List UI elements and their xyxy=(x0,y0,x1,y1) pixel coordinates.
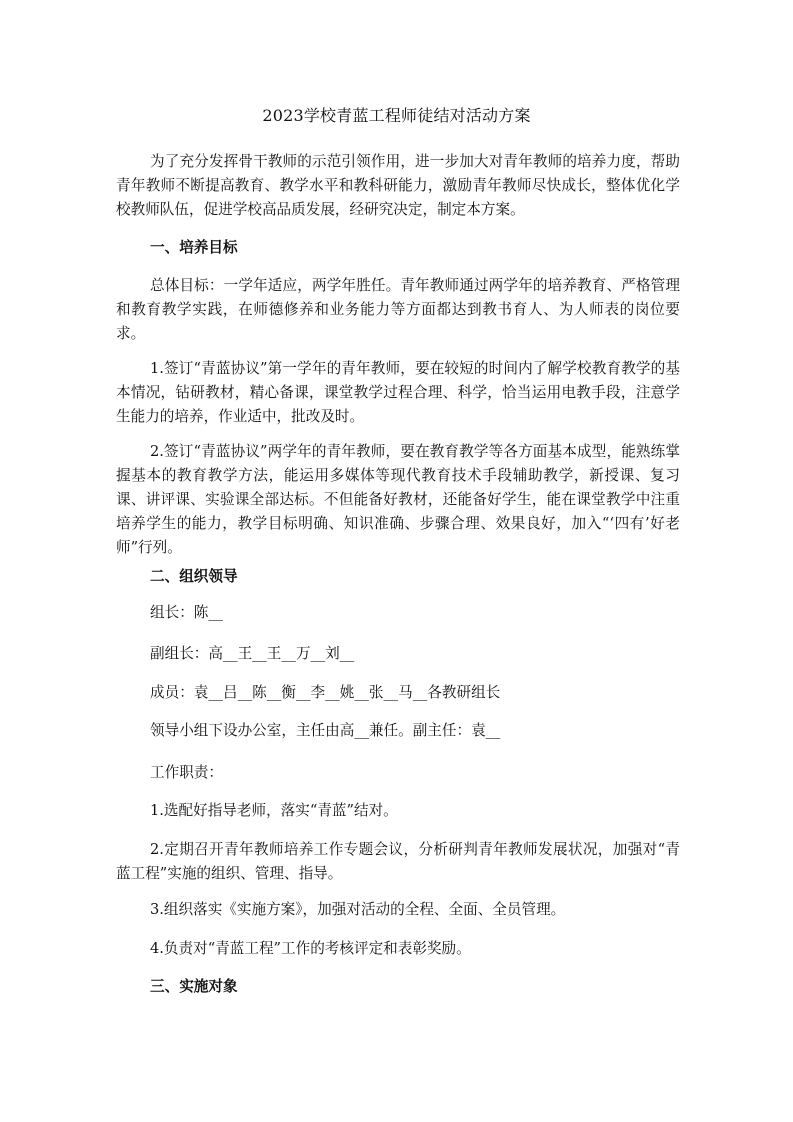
duties-label: 工作职责： xyxy=(150,764,223,781)
duty-item-2: 2.定期召开青年教师培养工作专题会议，分析研判青年教师发展状况，加强对“青蓝工程”实施的组织、管理、指导。 xyxy=(116,841,680,882)
duty-item-3: 3.组织落实《实施方案》，加强对活动的全程、全面、全员管理。 xyxy=(150,901,566,918)
overall-goal-paragraph: 总体目标：一学年适应，两学年胜任。青年教师通过两学年的培养教育、严格管理和教育教学实践，在师德修养和业务能力等方面都达到教书育人、为人师表的岗位要求。 xyxy=(116,277,680,342)
document-title: 2023学校青蓝工程师徒结对活动方案 xyxy=(262,106,531,125)
duty-item-4: 4.负责对“青蓝工程”工作的考核评定和表彰奖励。 xyxy=(150,940,471,957)
deputy-leader-line: 副组长：高__王__王__万__刘__ xyxy=(150,645,355,662)
goal-item-2: 2.签订“青蓝协议”两学年的青年教师，要在教育教学等各方面基本成型，能熟练掌握基本的教育教学方法，能运用多媒体等现代教育技术手段辅助教学，新授课、复习课、讲评课、实验课全部达标。不但能备好教材，还能备好学生，能在课堂教学中注重培养学生的能力，教学目标明确、知识准确、步骤合理、效果良好，加入“‘四有’好老师”行列。 xyxy=(116,443,680,556)
leader-line: 组长：陈__ xyxy=(150,604,223,621)
goal-item-1: 1.签订“青蓝协议”第一学年的青年教师，要在较短的时间内了解学校教育教学的基本情况，钻研教材，精心备课，课堂教学过程合理、科学，恰当运用电教手段，注意学生能力的培养，作业适中，批改及时。 xyxy=(116,360,680,425)
office-line: 领导小组下设办公室，主任由高__兼任。副主任：袁__ xyxy=(150,722,501,739)
duty-item-1: 1.选配好指导老师，落实“青蓝”结对。 xyxy=(150,802,398,819)
section-heading-leadership: 二、组织领导 xyxy=(150,568,238,585)
members-line: 成员：袁__吕__陈__衡__李__姚__张__马__各教研组长 xyxy=(150,684,501,701)
section-heading-targets: 三、实施对象 xyxy=(150,978,238,995)
intro-paragraph: 为了充分发挥骨干教师的示范引领作用，进一步加大对青年教师的培养力度，帮助青年教师不断提高教育、教学水平和教科研能力，激励青年教师尽快成长，整体优化学校教师队伍，促进学校高品质发展，经研究决定，制定本方案。 xyxy=(116,153,680,218)
section-heading-goals: 一、培养目标 xyxy=(150,239,238,256)
